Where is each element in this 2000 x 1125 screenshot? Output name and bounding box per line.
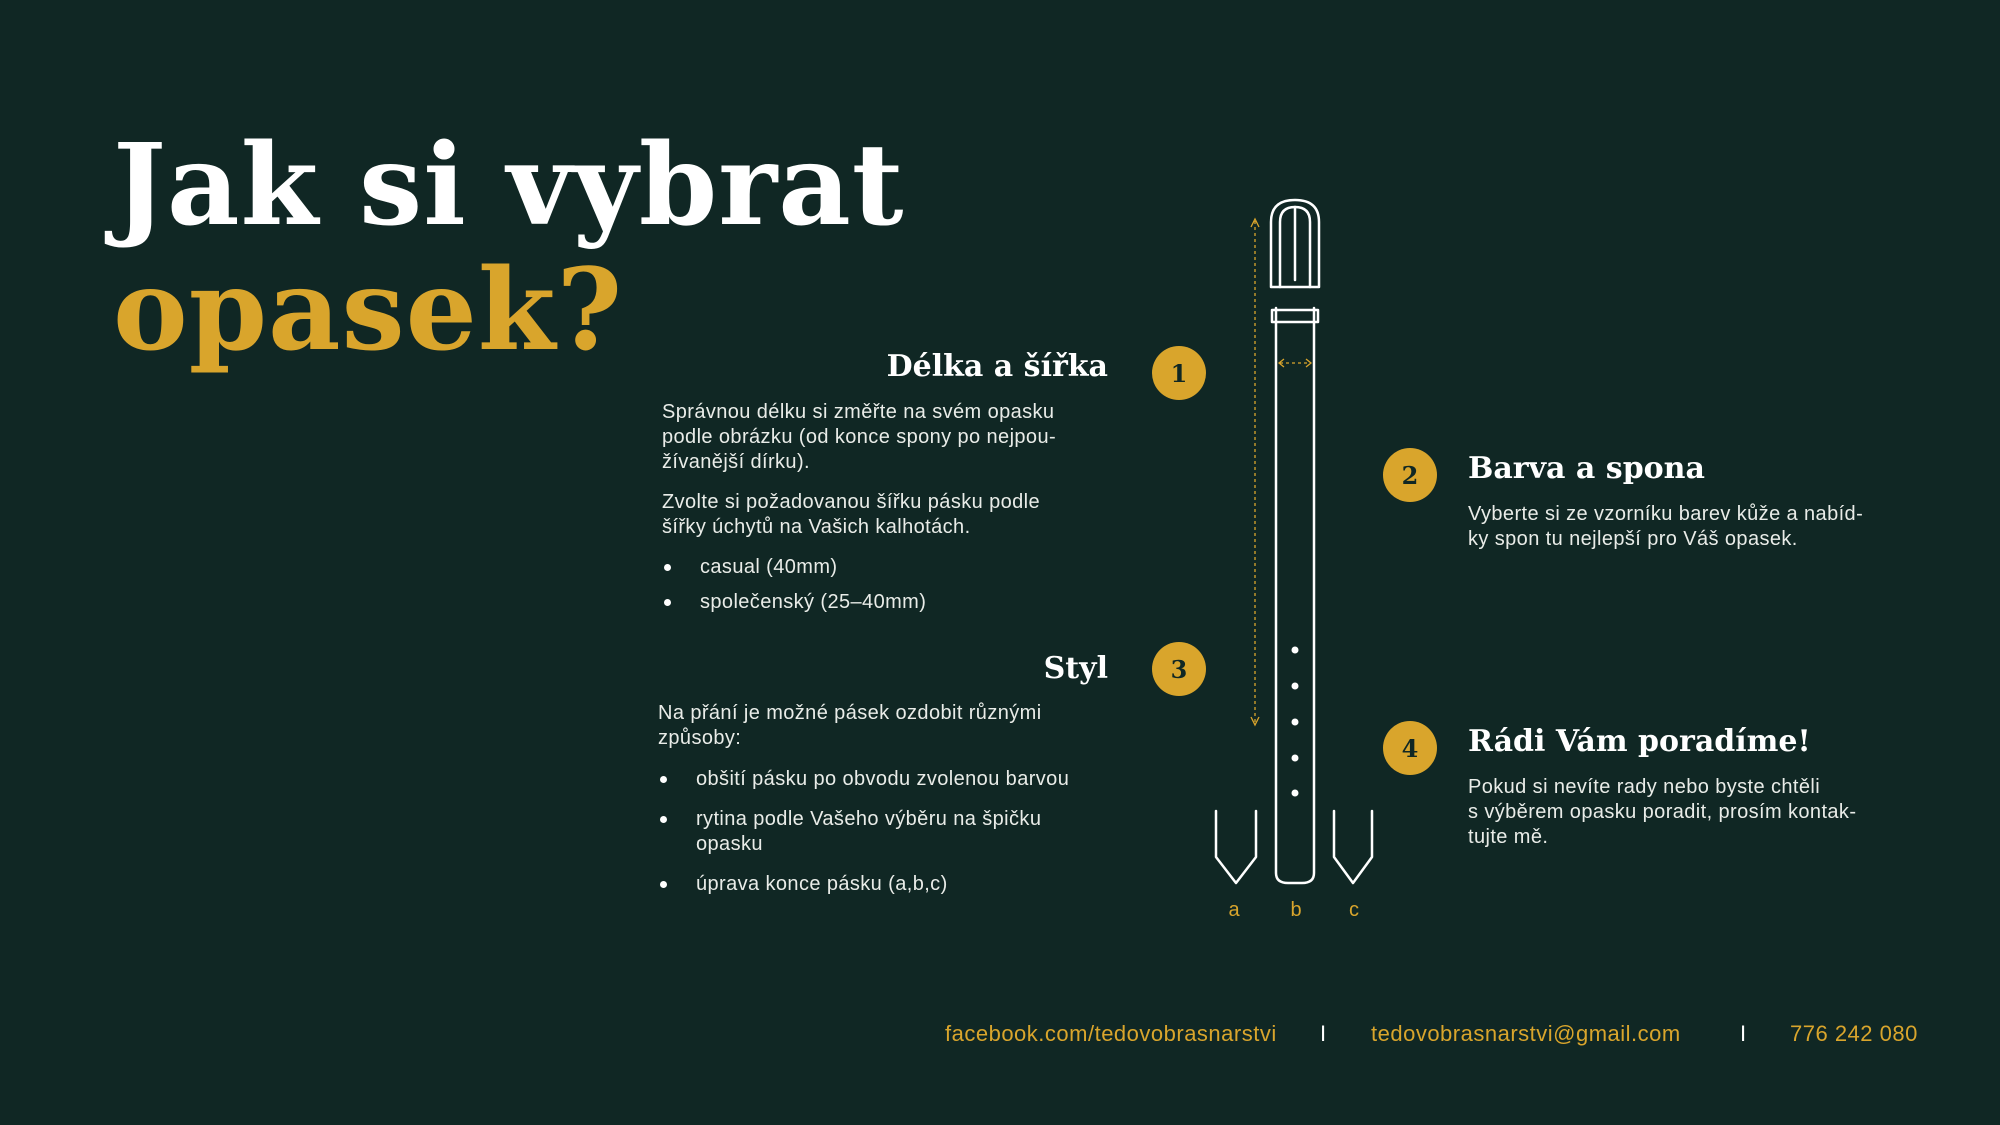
length-line: podle obrázku (od konce spony po nejpou- (662, 426, 1057, 448)
section-advice-heading: Rádi Vám poradíme! (1468, 724, 1811, 759)
width-options-list (662, 555, 926, 615)
footer-separator: I (1740, 1021, 1747, 1046)
belt-tip-label-a: a (1228, 899, 1240, 921)
section-length-width-heading: Délka a šířka (886, 349, 1108, 384)
length-line: Správnou délku si změřte na svém opasku (662, 401, 1055, 423)
page-title-line-2: opasek? (113, 245, 624, 376)
style-option-stitching: obšití pásku po obvodu zvolenou barvou (658, 767, 1069, 792)
length-instructions (662, 400, 1056, 475)
advice-line: s výběrem opasku poradit, prosím kontak- (1468, 801, 1857, 823)
style-intro (658, 701, 1042, 751)
style-options-list (658, 767, 1069, 897)
page-title-line-1: Jak si vybrat (113, 120, 905, 251)
step-1-badge: 1 (1152, 346, 1206, 400)
width-line: šířky úchytů na Vašich kalhotách. (662, 516, 971, 538)
style-intro-line: způsoby: (658, 727, 742, 749)
style-intro-line: Na přání je možné pásek ozdobit různými (658, 702, 1042, 724)
width-instructions (662, 490, 1040, 540)
width-option-casual: casual (40mm) (662, 555, 926, 580)
belt-tip-label-b: b (1290, 899, 1302, 921)
length-line: žívanější dírku). (662, 451, 810, 473)
engraving-line: rytina podle Vašeho výběru na špičku (696, 808, 1042, 830)
belt-tip-label-c: c (1349, 899, 1359, 921)
color-buckle-description (1468, 502, 1863, 552)
color-buckle-line: Vyberte si ze vzorníku barev kůže a nabíd- (1468, 503, 1864, 525)
footer-phone-link[interactable]: 776 242 080 (1790, 1021, 1918, 1046)
style-option-tip-shape: úprava konce pásku (a,b,c) (658, 872, 1069, 897)
footer-separator: I (1320, 1021, 1327, 1046)
belt-diagram-icon (1200, 195, 1390, 895)
footer-email-link[interactable]: tedovobrasnarstvi@gmail.com (1371, 1021, 1681, 1046)
advice-line: tujte mě. (1468, 826, 1549, 848)
style-option-engraving (658, 807, 1069, 857)
engraving-line: opasku (696, 833, 763, 855)
width-option-formal: společenský (25–40mm) (662, 590, 926, 615)
step-2-badge: 2 (1383, 448, 1437, 502)
width-line: Zvolte si požadovanou šířku pásku podle (662, 491, 1041, 513)
advice-description (1468, 775, 1856, 850)
section-style-heading: Styl (1043, 651, 1108, 686)
step-4-badge: 4 (1383, 721, 1437, 775)
color-buckle-line: ky spon tu nejlepší pro Váš opasek. (1468, 528, 1798, 550)
section-color-buckle-heading: Barva a spona (1468, 451, 1705, 486)
advice-line: Pokud si nevíte rady nebo byste chtěli (1468, 776, 1821, 798)
footer-facebook-link[interactable]: facebook.com/tedovobrasnarstvi (945, 1021, 1277, 1046)
step-3-badge: 3 (1152, 642, 1206, 696)
